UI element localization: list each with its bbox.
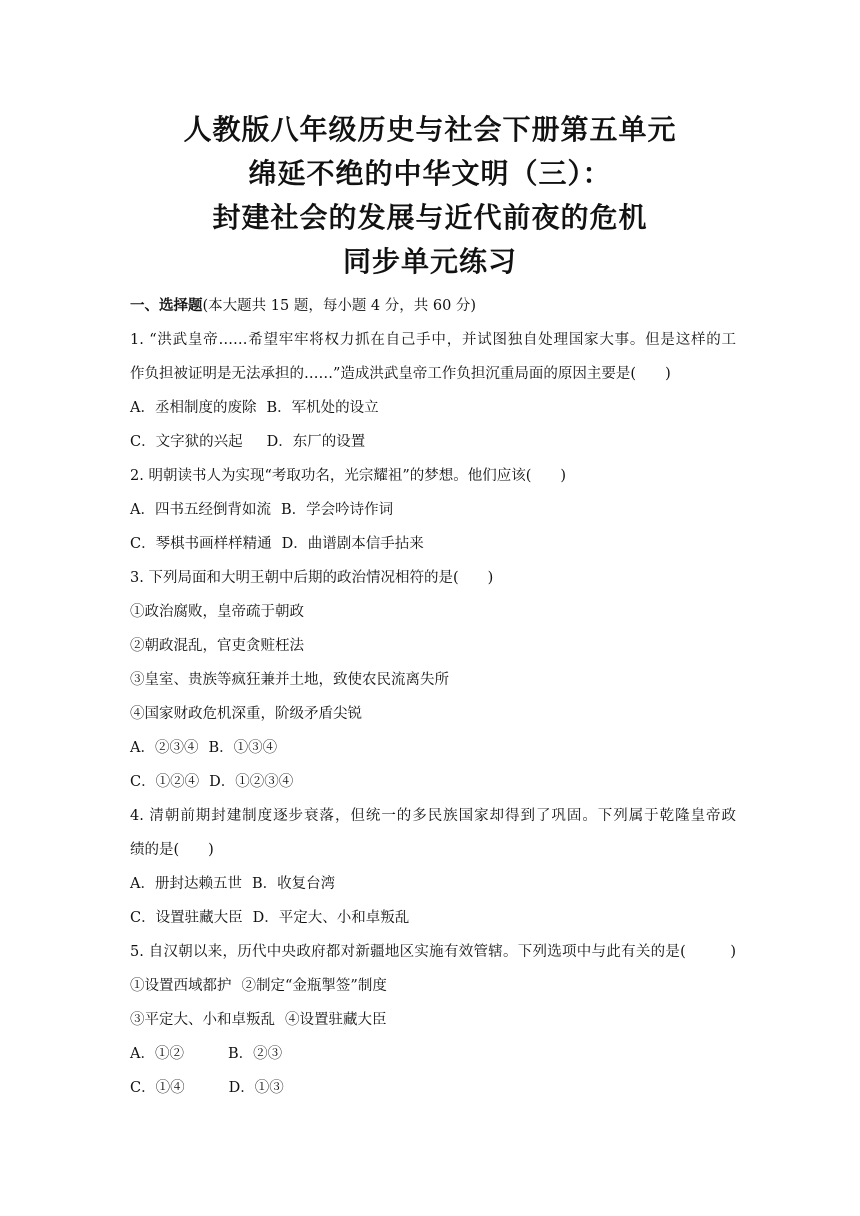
question-5-items-row-2 [130, 1003, 736, 1037]
question-1-option-d: D．东厂的设置 [266, 434, 366, 450]
question-3-option-d: D．①②③④ [209, 774, 294, 790]
question-3-item-1: ①政治腐败，皇帝疏于朝政 [130, 604, 304, 620]
question-3-item-3: ③皇室、贵族等疯狂兼并土地，致使农民流离失所 [130, 672, 449, 688]
question-3-stem-line-1: 3. 下列局面和大明王朝中后期的政治情况相符的是( ) [130, 570, 494, 586]
question-5-item-4: ④设置驻藏大臣 [285, 1012, 387, 1028]
section-heading-note: (本大题共 15 题，每小题 4 分，共 60 分) [202, 298, 477, 314]
question-4-stem-line-2: 绩的是( ) [130, 842, 214, 858]
question-3-option-c: C．①②④ [130, 774, 200, 790]
question-5-item-3: ③平定大、小和卓叛乱 [130, 1012, 275, 1028]
title-line-2: 绵延不绝的中华文明（三）： [248, 157, 612, 190]
title-line-1: 人教版八年级历史与社会下册第五单元 [183, 113, 677, 146]
question-2-options-row-1 [130, 493, 736, 527]
question-3-options-row-1 [130, 731, 736, 765]
question-5-option-a: A．①② [130, 1046, 184, 1062]
question-1-option-b: B．军机处的设立 [266, 400, 379, 416]
question-5-option-d: D．①③ [228, 1080, 284, 1096]
question-4-options-row-1 [130, 867, 736, 901]
question-2-option-d: D．曲谱剧本信手拈来 [281, 536, 424, 552]
question-3-item-2: ②朝政混乱，官吏贪赃枉法 [130, 638, 304, 654]
section-heading-label: 一、选择题 [130, 298, 203, 314]
question-2-options-row-2 [130, 527, 736, 561]
question-5-option-c: C．①④ [130, 1080, 185, 1096]
question-4-option-d: D．平定大、小和卓叛乱 [252, 910, 410, 926]
question-4-stem-line-1: 4. 清朝前期封建制度逐步衰落，但统一的多民族国家却得到了巩固。下列属于乾隆皇帝政 [130, 808, 736, 824]
question-4-option-b: B．收复台湾 [251, 876, 336, 892]
question-list [130, 289, 736, 1105]
question-2-option-a: A．四书五经倒背如流 [130, 502, 271, 518]
question-5-options-row-1 [130, 1037, 736, 1071]
question-1-options-row-2 [130, 425, 736, 459]
question-5-items-row-1 [130, 969, 736, 1003]
section-heading [130, 289, 736, 323]
question-4-option-a: A．册封达赖五世 [130, 876, 242, 892]
question-3-options-row-2 [130, 765, 736, 799]
question-3-option-a: A．②③④ [130, 740, 199, 756]
question-4-option-c: C．设置驻藏大臣 [130, 910, 243, 926]
question-1-options-row-1 [130, 391, 736, 425]
question-3-item-4: ④国家财政危机深重，阶级矛盾尖锐 [130, 706, 362, 722]
question-5-stem-line-1: 5. 自汉朝以来，历代中央政府都对新疆地区实施有效管辖。下列选项中与此有关的是( ) [130, 944, 736, 960]
question-5-option-b: B．②③ [227, 1046, 283, 1062]
question-5-item-2: ②制定“金瓶掣签”制度 [241, 978, 387, 994]
question-1-stem-line-1: 1. “洪武皇帝……希望牢牢将权力抓在自己手中，并试图独自处理国家大事。但是这样的工 [130, 332, 736, 348]
document-title [0, 108, 860, 284]
question-2-option-b: B．学会吟诗作词 [280, 502, 394, 518]
question-2-stem-line-1: 2. 明朝读书人为实现“考取功名，光宗耀祖”的梦想。他们应该( ) [130, 468, 567, 484]
question-1-stem-line-2: 作负担被证明是无法承担的……”造成洪武皇帝工作负担沉重局面的原因主要是( ) [130, 366, 671, 382]
question-2-option-c: C．琴棋书画样样精通 [130, 536, 272, 552]
question-4-options-row-2 [130, 901, 736, 935]
question-5-item-1: ①设置西域都护 [130, 978, 232, 994]
question-3-option-b: B．①③④ [208, 740, 278, 756]
question-1-option-c: C．文字狱的兴起 [130, 434, 243, 450]
title-line-4: 同步单元练习 [342, 245, 517, 278]
title-line-3: 封建社会的发展与近代前夜的危机 [212, 201, 648, 234]
question-1-option-a: A．丞相制度的废除 [130, 400, 257, 416]
question-5-options-row-2 [130, 1071, 736, 1105]
